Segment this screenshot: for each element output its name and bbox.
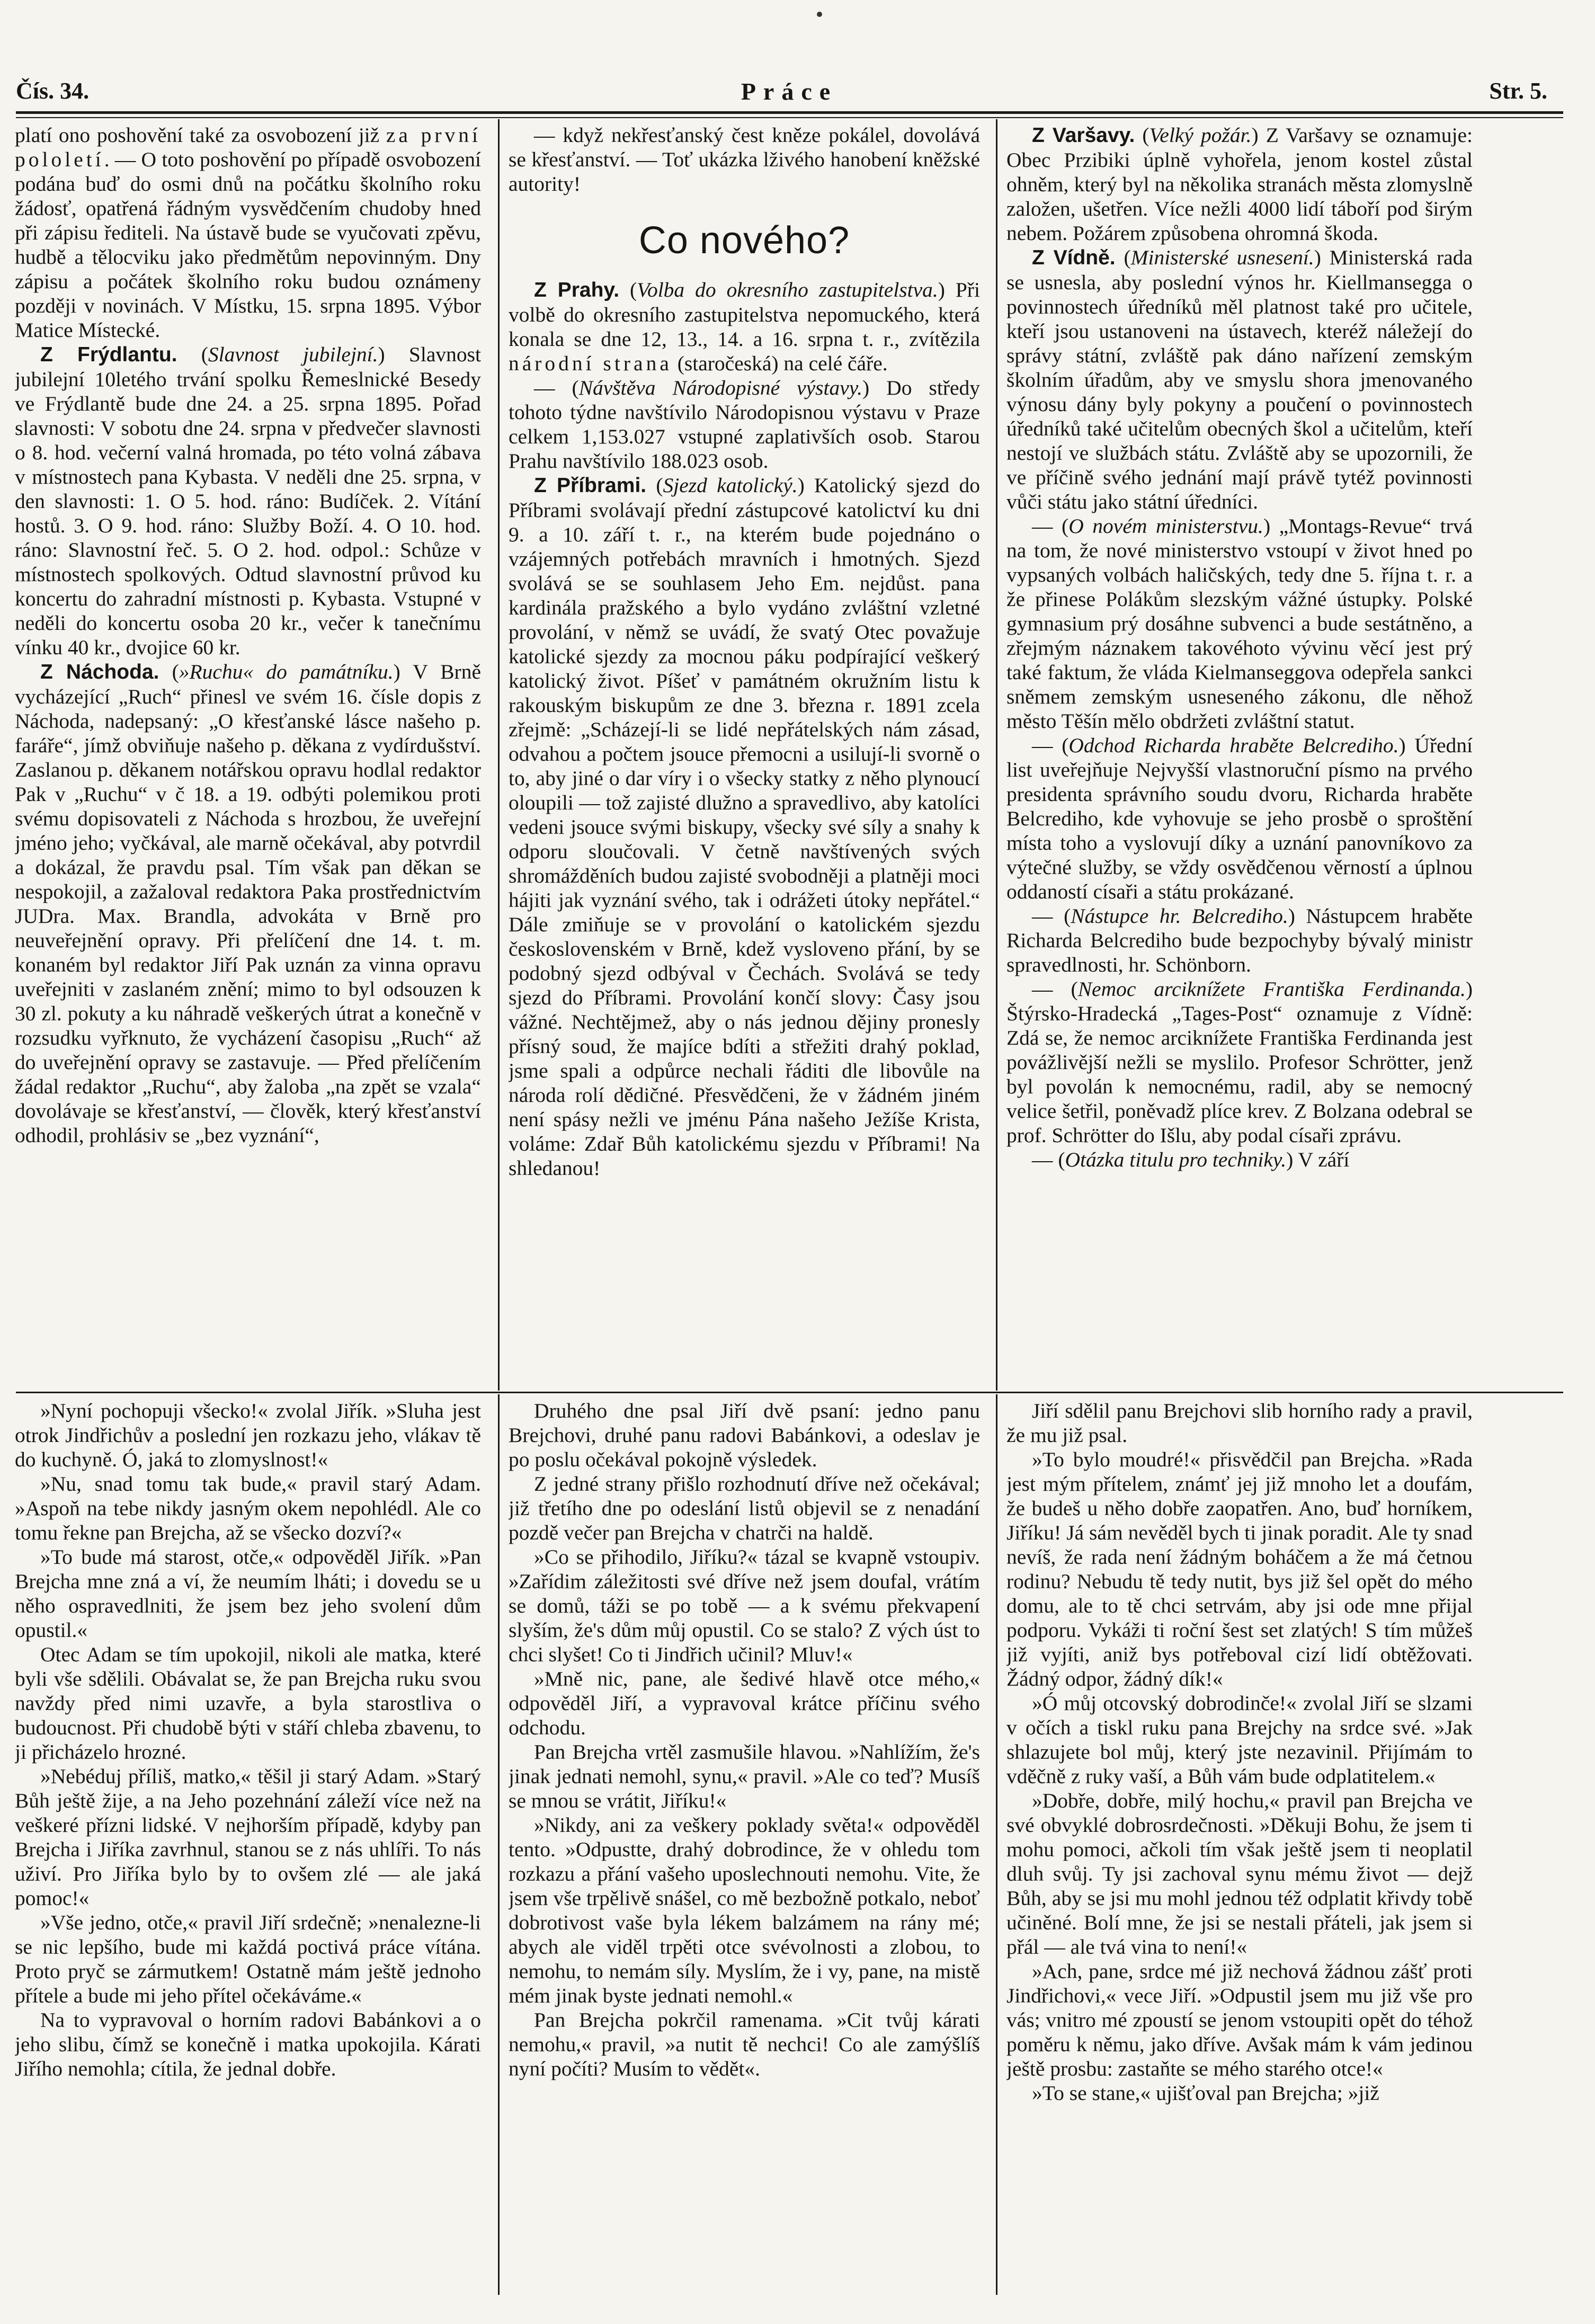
article-titul: — (Otázka titulu pro techniky.) V září bbox=[1032, 1148, 1350, 1171]
story-paragraph: Na to vypravoval o horním radovi Babánkovi a o jeho slibu, čímž se konečně i matka upokojila. Kárati Jiřího nemohla; cítila, že jednal dobře. bbox=[15, 2008, 481, 2080]
column-rule bbox=[498, 1394, 500, 2295]
article-pribram: Z Příbrami. (Sjezd katolický.) Katolický sjezd do Příbrami svolávají přední zástupcové katolictví ku dni 9. a 10. září t. r., na kterém bude pojednáno o vzájemných potřebách mravních i hmotných. Sjezd svolává se se souhlasem Jeho Em. nejdůst. pana kardinála pražského a bylo vydáno zvláštní vzletné provolání, v němž se uvádí, že svatý Otec považuje katolické sjezdy za mocnou páku podpírající veškerý katolický život. Píšeť v památném okružním listu k rakouským biskupům ze dne 3. března r. 1891 zcela zřejmě: „Scházejí-li se lidé nepřátelských nám zásad, odvahou a počtem jsouce přemocni a usilují-li svorně o to, aby jiné o dar víry i o všecky statky z něho plynoucí oloupili — tož zajisté dlužno a spravedlivo, aby katolíci vedeni jsouce svými biskupy, všecky své síly a snahy k odporu sloučovali. V četně navštívených svých shromážděních budou zajisté svobodněji a platněji moci hájiti jak vyznání svého, tak i odrážeti útoky nepřátel.“ Dále zmiňuje se v provolání o katolickém sjezdu československém v Brně, kdež vysloveno přání, by se podobný sjezd odbýval v Čechách. Svolává se tedy sjezd do Příbrami. Provolání končí slovy: Časy jsou vážné. Nechtějmež, aby o nás jednou dějiny pronesly přísný soud, že majíce bdíti a střežiti drahý poklad, jsme spali a odpůrce nechali řáditi dle libovůle na národa rolí dědičné. Přesvědčeni, že v žádném jiném není spásy nežli ve jménu Pána našeho Ježíše Krista, voláme: Zdař Bůh katolickému sjezdu v Příbrami! Na shledanou! bbox=[509, 474, 980, 1180]
story-paragraph: »Dobře, dobře, milý hochu,« pravil pan Brejcha ve své obvyklé dobrosrdečnosti. »Děkuji Bohu, že jsem ti mohu pomoci, ačkoli tím však ještě jsem ti neoplatil dluh svůj. Ty jsi zachoval synu mému život — dejž Bůh, aby se jsi mu mohl jednou též odplatit křivdy tobě učiněné. Bolí mne, že jsi se nestali přáteli, jak jsem si přál — ale tvá vina to není!« bbox=[1006, 1789, 1473, 1958]
story-paragraph: »Ach, pane, srdce mé již nechová žádnou zášť proti Jindřichovi,« vece Jiří. »Odpustil jsem mu již vše pro vás; vnitro mé zpoustí se jenom vstoupiti opět do téhož poměru k němu, jako dříve. Avšak mám k vám jedinou ještě prosbu: zastaňte se mého starého otce!« bbox=[1006, 1960, 1473, 2080]
story-column-1 bbox=[15, 1399, 481, 2294]
story-paragraph: »Co se přihodilo, Jiříku?« tázal se kvapně vstoupiv. »Zařídim záležitosti své dříve než jsem doufal, vrátím se domů, táži se po tobě — a k svému překvapení slyším, že's dům můj opustil. Co se stalo? Z vých úst to chci slyšet! Co ti Jindřich učinil? Mluv!« bbox=[509, 1545, 980, 1666]
story-paragraph: »Mně nic, pane, ale šedivé hlavě otce mého,« odpověděl Jiří, a vypravoval krátce příčinu svého odchodu. bbox=[509, 1667, 980, 1739]
issue-number: Čís. 34. bbox=[16, 78, 90, 104]
article-ministerstvo: — (O novém ministerstvu.) „Montags-Revue“ trvá na tom, že nové ministerstvo vstoupí v život hned po vypsaných volbách haličských, tedy dne 5. října t. r. a že přinese Polákům slezským vážné ústupky. Polské gymnasium prý dosáhne subvenci a bude sestátněno, a zřejmým náznakem takovéhoto vývinu věcí jest prý také faktum, že vláda Kielmanseggova odepřela sankci sněmem zemským usneseného zákonu, dle něhož město Těšín mělo obdržeti zvláštní statut. bbox=[1006, 514, 1473, 733]
article-frydlant: Z Frýdlantu. (Slavnost jubilejní.) Slavnost jubilejní 10letého trvání spolku Řemeslnické Besedy ve Frýdlantě bude dne 24. a 25. srpna 1895. Pořad slavnosti: V sobotu dne 24. srpna v předvečer slavnosti o 8. hod. večerní valná hromada, po této volná zábava v místnostech pana Kybasta. V neděli dne 25. srpna, v den slavnosti: 1. O 5. hod. ráno: Budíček. 2. Vítání hostů. 3. O 9. hod. ráno: Služby Boží. 4. O 10. hod. ráno: Slavnostní řeč. 5. O 2. hod. odpol.: Schůze v místnostech spolkových. Odtud slavnostní průvod ku koncertu do zahradní místnosti p. Kybasta. Vstupné v neděli do koncertu osoba 20 kr., večer k tanečnímu vínku 40 kr., dvojice 60 kr. bbox=[15, 343, 481, 659]
print-speck bbox=[817, 12, 822, 17]
story-paragraph: Z jedné strany přišlo rozhodnutí dříve než očekával; již třetího dne po odeslání listů objevil se z nenadání pozdě večer pan Brejcha v chatrči na haldě. bbox=[509, 1472, 980, 1544]
column-rule bbox=[996, 119, 997, 1391]
story-paragraph: »Nyní pochopuji všecko!« zvolal Jiřík. »Sluha jest otrok Jindřichův a poslední jen rozkazu jeho, vlákav tě do kuchyně. Ó, jaká to zlomyslnost!« bbox=[15, 1399, 481, 1471]
story-paragraph: »Nu, snad tomu tak bude,« pravil starý Adam. »Aspoň na tebe nikdy jasným okem nepohlédl. Ale co tomu řekne pan Brejcha, až se všecko dozví?« bbox=[15, 1472, 481, 1544]
story-column-3 bbox=[1006, 1399, 1473, 2294]
story-paragraph: Druhého dne psal Jiří dvě psaní: jedno panu Brejchovi, druhé panu radovi Babánkovi, a odeslav je po poslu očekával pokojně výsledek. bbox=[509, 1399, 980, 1471]
story-paragraph: »Nikdy, ani za veškery poklady světa!« odpověděl tento. »Odpustte, drahý dobrodince, že v ohledu tom rozkazu a přání vašeho uposlechnouti nemohu. Vite, že jsem vše trpělivě snášel, co mě bezbožně potkalo, neboť dobrotivost vaše byla lékem balzámem na rány mé; abych ale viděl trpěti otce svévolnosti a zlobou, to nemohu, to nemám síly. Myslím, že i vy, pane, na mistě mém jinak byste jednati nemohl.« bbox=[509, 1813, 980, 2007]
column-rule bbox=[498, 119, 500, 1391]
article-nastupce: — (Nástupce hr. Belcrediho.) Nástupcem hraběte Richarda Belcrediho bude bezpochyby bývalý ministr spravedlnosti, hr. Schönborn. bbox=[1006, 904, 1473, 976]
column-rule bbox=[996, 1394, 997, 2295]
story-paragraph: »To bylo moudré!« přisvědčil pan Brejcha. »Rada jest mým přítelem, známť jej již mnoho let a doufám, že budeš u něho dobře zaopatřen. Ano, buď horníkem, Jiříku! Já sám nevěděl bych ti jinak poradit. Ale ty snad nevíš, že rada není žádným boháčem a že má četnou rodinu? Nebudu tě tedy nutit, bys již šel opět do mého domu, ale to tě chci setrvám, aby jsi ode mne přijal podporu. Vykáži ti roční šest set zlatých! S tím můžeš již vyjíti, aniž bys potřeboval cizí lidí obtěžovati. Žádný odpor, žádný dík!« bbox=[1006, 1448, 1473, 1690]
article-varsava: Z Varšavy. (Velký požár.) Z Varšavy se oznamuje: Obec Przibiki úplně vyhořela, jenom kostel zůstal ohněm, který byl na několika stranách města zlomyslně založen, ušetřen. Více nežli 4000 lidí táboří pod širým nebem. Požárem způsobena ohromná škoda. bbox=[1006, 123, 1473, 245]
story-paragraph: »Vše jedno, otče,« pravil Jiří srdečně; »nenalezne-li se nic lepšího, bude mi každá poctivá práce vítána. Proto pryč se zármutkem! Ostatně mám ještě jednoho přítele a bude mi jeho přítel očekáváme.« bbox=[15, 1911, 481, 2007]
page-number: Str. 5. bbox=[1489, 78, 1547, 104]
header-rule-thick bbox=[16, 111, 1563, 114]
story-paragraph: »Nebéduj příliš, matko,« těšil ji starý Adam. »Starý Bůh ještě žije, a na Jeho pozehnání záleží více než na veškeré přízni lidské. V nejhorším případě, kdyby pan Brejcha i Jiříka zavrhnul, stanou se z nás uhlíři. To nás uživí. Pro Jiříka bylo by to ovšem zlé — ale jaká pomoc!« bbox=[15, 1765, 481, 1910]
news-column-3 bbox=[1006, 123, 1473, 1386]
article-viden: Z Vídně. (Ministerské usnesení.) Ministerská rada se usnesla, aby poslední výnos hr. Kiellmansegga o povinnostech úředníků měl platnost také pro učitele, kteří jsou ustanoveni na ústavech, kteréž náležejí do správy státní, zvláště pak dáno nařízení zemským školním úřadům, aby ve smyslu shora jmenovaného výnosu dány byly pokyny a poučení o povinnostech úředníků také učitelům obecných škol a učitelům, kteří nestojí ve službách státu. Zvláště aby se upozornili, že ve příčině svého jednání mají právě tytéž povinnosti vůči státu jako státní úředníci. bbox=[1006, 246, 1473, 513]
news-column-2 bbox=[509, 123, 980, 1386]
story-paragraph: Jiří sdělil panu Brejchovi slib horního rady a pravil, že mu již psal. bbox=[1006, 1399, 1473, 1447]
story-paragraph: Pan Brejcha vrtěl zasmušile hlavou. »Nahlížím, že's jinak jednati nemohl, synu,« pravil. »Ale co teď? Musíš se mnou se vrátit, Jiříku!« bbox=[509, 1740, 980, 1812]
article-nachod: Z Náchoda. (»Ruchu« do památníku.) V Brně vycházející „Ruch“ přinesl ve svém 16. čísle dopis z Náchoda, nadepsaný: „O křesťanské lásce našeho p. faráře“, jímž obviňuje našeho p. děkana z vydírdušství. Zaslanou p. děkanem notářskou opravu hodlal redaktor Pak v „Ruchu“ v č 18. a 19. odbýti polemikou proti svému dopisovateli z Náchoda s hrozbou, že uveřejní jméno jeho; vyčkával, ale marně očekával, aby potvrdil a dokázal, že pravdu psal. Tím však pan děkan se nespokojil, a zažaloval redaktora Paka prostřednictvím JUDra. Max. Brandla, advokáta v Brně pro neuveřejnění opravy. Při přelíčení dne 14. t. m. konaném byl redaktor Jiří Pak uznán za vinna opravu uveřejniti v zaslaném znění; mimo to byl odsouzen k 30 zl. pokuty a ku náhradě veškerých útrat a konečně v rozsudku vyřknuto, že vycházení časopisu „Ruch“ až do uveřejnění opravy se zastavuje. — Před přelíčením žádal redaktor „Ruchu“, aby žaloba „na zpět se vzala“ dovolávaje se křesťanství, — člověk, který křesťanství odhodil, prohlásiv se „bez vyznání“, bbox=[15, 660, 481, 1147]
masthead-title: Práce bbox=[741, 78, 838, 105]
story-paragraph: »Ó můj otcovský dobrodinče!« zvolal Jiří se slzami v očích a tiskl ruku pana Brejchy na srdce své. »Jak shlazujete bol můj, který jste nezavinil. Přijímám to vděčně z ruky vaší, a Bůh vám bude odplatitelem.« bbox=[1006, 1691, 1473, 1788]
article-paragraph: — když nekřesťanský čest kněze pokálel, dovolává se křesťanství. — Toť ukázka lživého hanobení kněžské autority! bbox=[509, 123, 980, 195]
article-praha: Z Prahy. (Volba do okresního zastupitelstva.) Při volbě do okresního zastupitelstva nepomuckého, která konala se dne 12, 13., 14. a 16. srpna t. r., zvítězila národní strana (staročeská) na celé čáře. bbox=[509, 278, 980, 375]
header-rule-thin bbox=[16, 117, 1563, 118]
article-paragraph: platí ono poshovění také za osvobození již za první pololetí. — O toto poshovění po případě osvobození podána buď do osmi dnů na počátku školního roku žádosť, opatřená řádným vysvědčením chudoby hned při zápisu řediteli. Na ústavě bude se vyučovati zpěvu, hudbě a tělocviku jako předmětům nepovinným. Dny zápisu a počátek školního roku budou oznámeny později v novinách. V Místku, 15. srpna 1895. Výbor Matice Místecké. bbox=[15, 123, 481, 342]
story-paragraph: Otec Adam se tím upokojil, nikoli ale matka, které byli vše sdělili. Obávalat se, že pan Brejcha ruku svou navždy před nimi uzavře, a byla starostliva o budoucnost. Při chudobě býti v stáří chleba zbavenu, to ji přicházelo hrozné. bbox=[15, 1643, 481, 1764]
story-paragraph: Pan Brejcha pokrčil ramenama. »Cit tvůj kárati nemohu,« pravil, »a nutit tě nechci! Co ale zamýšlíš nyní počíti? Musím to vědět«. bbox=[509, 2008, 980, 2080]
story-paragraph: »To se stane,« ujišťoval pan Brejcha; »již bbox=[1032, 2081, 1379, 2105]
article-nemoc: — (Nemoc arciknížete Františka Ferdinanda.) Štýrsko-Hradecká „Tages-Post“ oznamuje z Vídně: Zdá se, že nemoc arciknížete Františka Ferdinanda jest povážlivější nežli se myslilo. Profesor Schrötter, jenž byl povolán k nemocnému, radil, aby se nemocný velice šetřil, poněvadž plíce krev. Z Bolzana odebral se prof. Schrötter do Išlu, aby podal císaři zprávu. bbox=[1006, 977, 1473, 1147]
story-column-2 bbox=[509, 1399, 980, 2294]
section-divider-rule bbox=[16, 1392, 1563, 1393]
section-heading: Co nového? bbox=[638, 219, 850, 262]
article-vystava: — (Návštěva Národopisné výstavy.) Do středy tohoto týdne navštívilo Národopisnou výstavu v Praze celkem 1,153.027 vstupné zaplativších osob. Starou Prahu navštívilo 188.023 osob. bbox=[509, 376, 980, 473]
story-paragraph: »To bude má starost, otče,« odpověděl Jiřík. »Pan Brejcha mne zná a ví, že neumím lháti; i dovedu se u něho ospravedlniti, že jsem bez jeho svolení dům opustil.« bbox=[15, 1545, 481, 1642]
news-column-1 bbox=[15, 123, 481, 1386]
article-belcredi: — (Odchod Richarda hraběte Belcrediho.) Úřední list uveřejňuje Nejvyšší vlastnoruční písmo na prvého presidenta správního soudu dvoru, Richarda hraběte Belcrediho, kde vyhovuje se jeho prosbě o sproštění místa toho a vyslovují díky a uznání panovníkovo za výtečné služby, se vždy osvědčenou věrností a úplnou oddaností císaři a státu prokázané. bbox=[1006, 734, 1473, 903]
